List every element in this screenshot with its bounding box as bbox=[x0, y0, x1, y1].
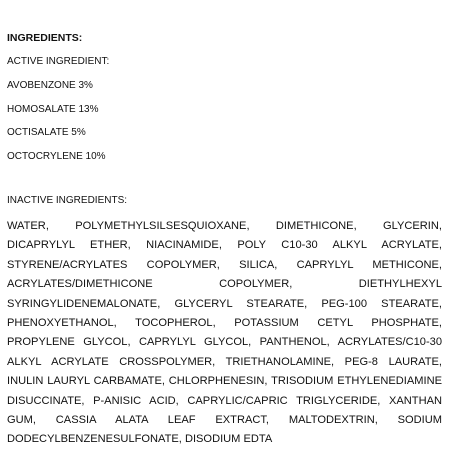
active-ingredient-item: AVOBENZONE 3% bbox=[7, 80, 93, 91]
inactive-ingredients-label: INACTIVE INGREDIENTS: bbox=[7, 195, 128, 206]
inactive-ingredients-text: WATER, POLYMETHYLSILSESQUIOXANE, DIMETHICONE, GLYCERIN, DICAPRYLYL ETHER, NIACINAMIDE, POLY C10-30 ALKYL ACRYLATE, STYRENE/ACRYLATES COPOLYMER, SILICA, CAPRYLYL METHICONE, ACRYLATES/DIMETHICONE COPOLYMER, DIETHYLHEXYL SYRINGYLIDENEMALONATE, GLYCERYL STEARATE, PEG-100 STEARATE, PHENOXYETHANOL, TOCOPHEROL, POTASSIUM CETYL PHOSPHATE, PROPYLENE GLYCOL, CAPRYLYL GLYCOL, PANTHENOL, ACRYLATES/C10-30 ALKYL ACRYLATE CROSSPOLYMER, TRIETHANOLAMINE, PEG-8 LAURATE, INULIN LAURYL CARBAMATE, CHLORPHENESIN, TRISODIUM ETHYLENEDIAMINE DISUCCINATE, P-ANISIC ACID, CAPRYLIC/CAPRIC TRIGLYCERIDE, XANTHAN GUM, CASSIA ALATA LEAF EXTRACT, MALTODEXTRIN, SODIUM DODECYLBENZENESULFONATE, DISODIUM EDTA bbox=[7, 220, 442, 446]
active-ingredient-item: OCTISALATE 5% bbox=[7, 127, 86, 138]
ingredients-heading: INGREDIENTS: bbox=[7, 32, 83, 44]
active-ingredient-item: OCTOCRYLENE 10% bbox=[7, 150, 106, 162]
active-ingredients-list bbox=[7, 79, 106, 173]
active-ingredient-label: ACTIVE INGREDIENT: bbox=[7, 56, 110, 67]
active-ingredient-item: HOMOSALATE 13% bbox=[7, 103, 99, 115]
